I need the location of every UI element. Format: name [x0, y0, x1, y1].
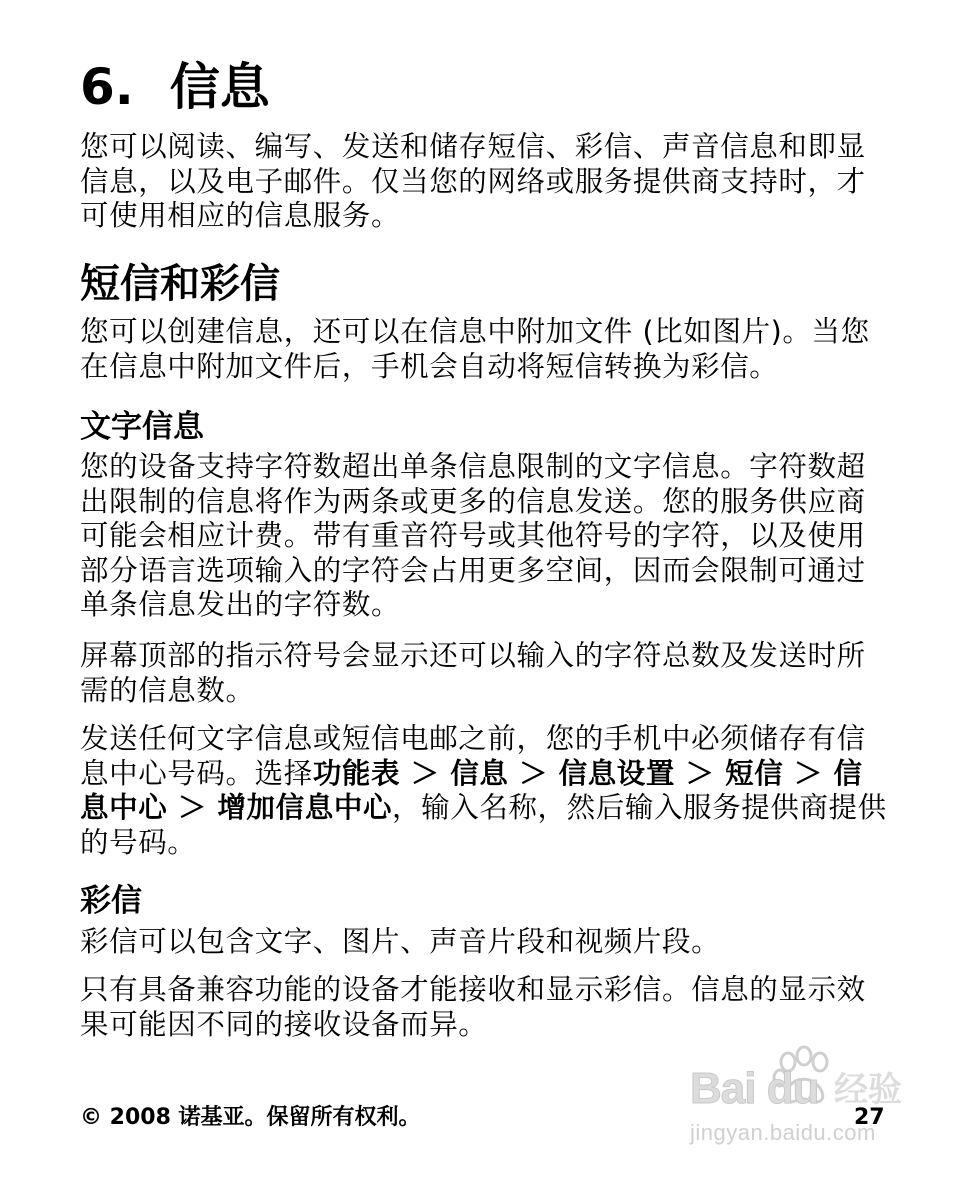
- sms-mms-paragraph: 您可以创建信息，还可以在信息中附加文件 (比如图片)。当您在信息中附加文件后，手机会自动将短信转换为彩信。: [80, 315, 870, 383]
- mms-paragraph-1: 彩信可以包含文字、图片、声音片段和视频片段。: [80, 925, 721, 958]
- mms-paragraph-2: 只有具备兼容功能的设备才能接收和显示彩信。信息的显示效果可能因不同的接收设备而异。: [80, 973, 866, 1041]
- text-messages-paragraph-1: 您的设备支持字符数超出单条信息限制的文字信息。字符数超出限制的信息将作为两条或更多的信息发送。您的服务供应商可能会相应计费。带有重音符号或其他符号的字符，以及使用部分语言选项输入的字符会占用更多空间，因而会限制可通过单条信息发出的字符数。: [80, 450, 866, 621]
- subheading-mms: 彩信: [80, 883, 142, 919]
- p3-text-after: ，输入名称，然后输入服务提供商提供的号码。: [80, 791, 887, 859]
- menu-path: 功能表 ＞ 信息 ＞ 信息设置 ＞ 短信 ＞ 信息中心 ＞ 增加信息中心: [80, 756, 863, 824]
- chapter-title: [80, 56, 270, 118]
- p3-text-before: 发送任何文字信息或短信电邮之前，您的手机中必须储存有信息中心号码。选择: [80, 722, 866, 790]
- watermark-sub: 经验: [834, 1070, 902, 1110]
- subheading-text-messages: 文字信息: [80, 409, 204, 445]
- text-messages-paragraph-2: 屏幕顶部的指示符号会显示还可以输入的字符总数及发送时所需的信息数。: [80, 639, 866, 707]
- baidu-watermark: [684, 1040, 914, 1160]
- watermark-brand: Bai du: [690, 1064, 819, 1113]
- chapter-name: 信息: [169, 58, 270, 116]
- section-heading-sms-mms: 短信和彩信: [80, 261, 280, 307]
- chapter-number: 6.: [80, 58, 134, 116]
- page-number: 27: [854, 1105, 885, 1130]
- text-messages-paragraph-3: [80, 722, 888, 860]
- copyright-notice: © 2008 诺基亚。保留所有权利。: [80, 1105, 421, 1130]
- intro-paragraph: 您可以阅读、编写、发送和储存短信、彩信、声音信息和即显信息，以及电子邮件。仅当您的网络或服务提供商支持时，才可使用相应的信息服务。: [80, 130, 866, 232]
- watermark-url: jingyan.baidu.com: [690, 1120, 876, 1145]
